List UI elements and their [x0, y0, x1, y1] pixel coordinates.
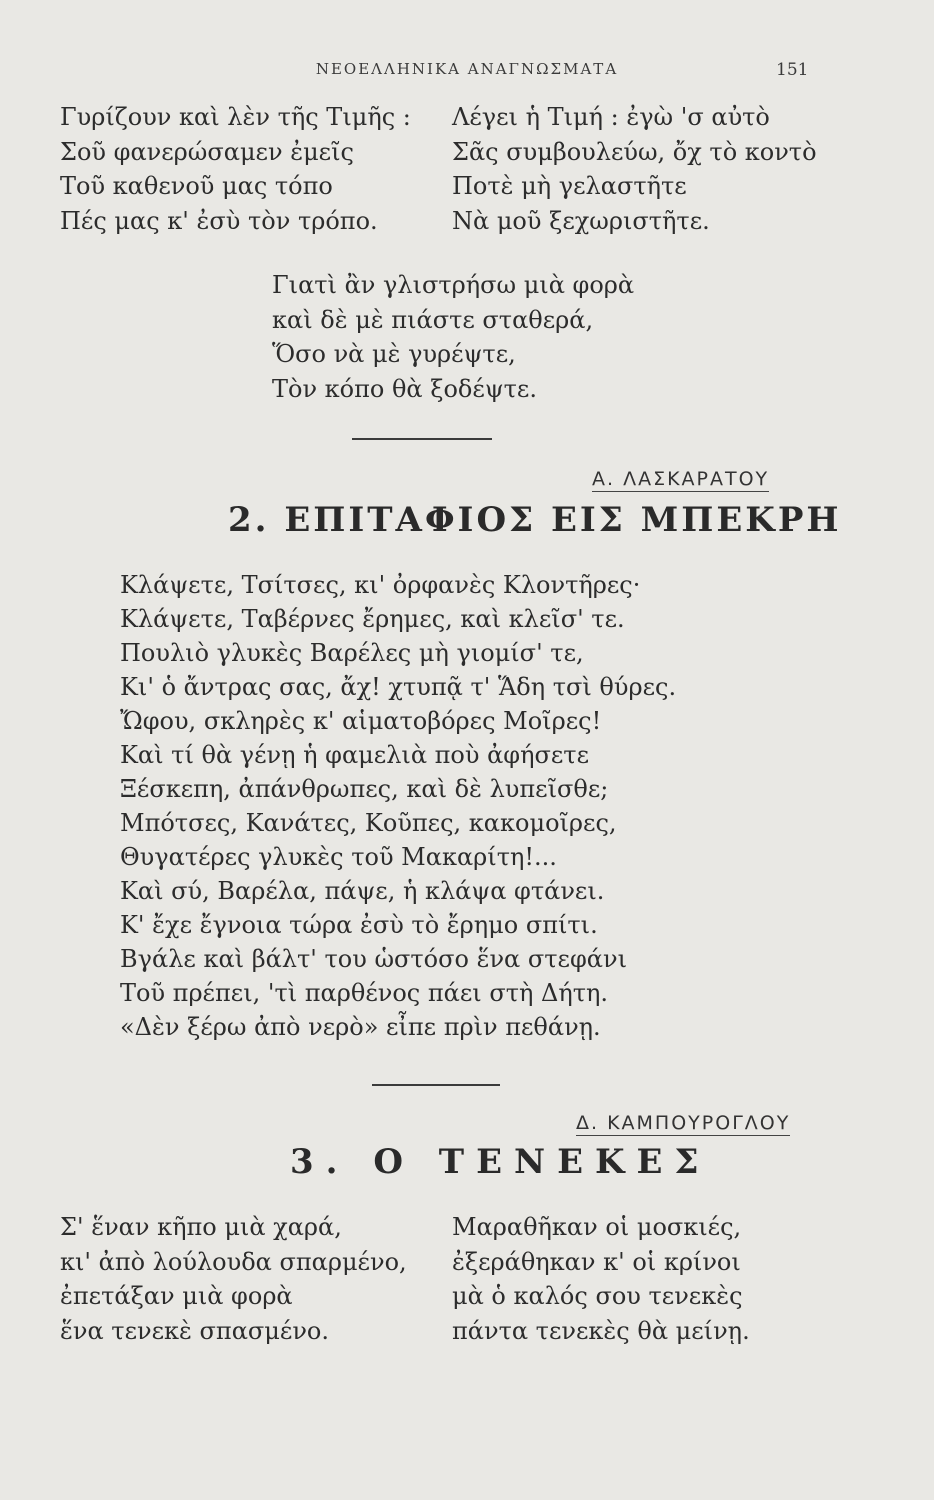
verse-line: Βγάλε καὶ βάλτ' του ὡστόσο ἕνα στεφάνι — [120, 945, 627, 973]
poem2-text — [120, 568, 676, 1044]
author-name: Δ. ΚΑΜΠΟΥΡΟΓΛΟΥ — [576, 1112, 791, 1134]
poem1-left-stanza — [60, 100, 411, 238]
poem2-author — [576, 1112, 790, 1134]
verse-line: καὶ δὲ μὲ πιάστε σταθερά, — [272, 305, 594, 334]
verse-line: κι' ἀπὸ λούλουδα σπαρμένο, — [60, 1247, 407, 1276]
running-header-title: ΝΕΟΕΛΛΗΝΙΚΑ ΑΝΑΓΝΩΣΜΑΤΑ — [315, 60, 619, 78]
poem1-final-stanza — [272, 268, 634, 406]
section-divider — [372, 1084, 500, 1086]
verse-line: ἐξεράθηκαν κ' οἱ κρίνοι — [452, 1247, 741, 1276]
poem1-right-stanza — [452, 100, 817, 238]
verse-line: Λέγει ἡ Τιμή : ἐγὼ 'σ αὐτὸ — [452, 103, 770, 131]
poem3-title: 3. Ο ΤΕΝΕΚΕΣ — [290, 1142, 711, 1182]
verse-line: Σ' ἕναν κῆπο μιὰ χαρά, — [60, 1213, 342, 1241]
poem3-right-stanza — [452, 1210, 750, 1348]
verse-line: Νὰ μοῦ ξεχωριστῆτε. — [452, 206, 710, 235]
verse-line: Τοῦ καθενοῦ μας τόπο — [60, 172, 333, 200]
verse-line: Σοῦ φανερώσαμεν ἐμεῖς — [60, 137, 354, 166]
poem2-title: 2. ΕΠΙΤΑΦΙΟΣ ΕΙΣ ΜΠΕΚΡΗ — [228, 500, 842, 540]
verse-line: Ὅσο νὰ μὲ γυρέψτε, — [272, 340, 516, 368]
verse-line: Γυρίζουν καὶ λὲν τῆς Τιμῆς : — [60, 103, 411, 131]
verse-line: Κλάψετε, Ταβέρνες ἔρημες, καὶ κλεῖσ' τε. — [120, 605, 625, 633]
verse-line: Κι' ὁ ἄντρας σας, ἄχ! χτυπᾷ τ' Ἅδη τσὶ θύρες. — [120, 673, 677, 701]
verse-line: Γιατὶ ἂν γλιστρήσω μιὰ φορὰ — [272, 271, 635, 299]
verse-line: ἐπετάξαν μιὰ φορὰ — [60, 1282, 293, 1310]
verse-line: Κλάψετε, Τσίτσες, κι' ὀρφανὲς Κλοντῆρες· — [120, 571, 641, 599]
section-divider — [352, 438, 492, 440]
verse-line: Κ' ἔχε ἔγνοια τώρα ἐσὺ τὸ ἔρημο σπίτι. — [120, 911, 598, 939]
verse-line: Ξέσκεπη, ἀπάνθρωπες, καὶ δὲ λυπεῖσθε; — [120, 775, 609, 803]
author-name: Α. ΛΑΣΚΑΡΑΤΟΥ — [592, 468, 770, 490]
verse-line: «Δὲν ξέρω ἀπὸ νερὸ» εἶπε πρὶν πεθάνῃ. — [120, 1013, 601, 1041]
verse-line: Τὸν κόπο θὰ ξοδέψτε. — [272, 374, 537, 403]
verse-line: Πουλιὸ γλυκὲς Βαρέλες μὴ γιομίσ' τε, — [120, 639, 584, 667]
verse-line: Ὤφου, σκληρὲς κ' αἱματοβόρες Μοῖρες! — [120, 707, 602, 735]
verse-line: Καὶ τί θὰ γένῃ ἡ φαμελιὰ ποὺ ἀφήσετε — [120, 741, 590, 769]
poem1-author — [592, 468, 769, 490]
verse-line: Μαραθῆκαν οἱ μοσκιές, — [452, 1213, 742, 1241]
verse-line: πάντα τενεκὲς θὰ μείνῃ. — [452, 1316, 750, 1345]
verse-line: Ποτὲ μὴ γελαστῆτε — [452, 172, 687, 200]
page-number: 151 — [776, 60, 809, 80]
verse-line: Σᾶς συμβουλεύω, ὄχ τὸ κοντὸ — [452, 137, 817, 166]
verse-line: Θυγατέρες γλυκὲς τοῦ Μακαρίτη!... — [120, 843, 557, 871]
verse-line: Πές μας κ' ἐσὺ τὸν τρόπο. — [60, 206, 378, 235]
verse-line: Καὶ σύ, Βαρέλα, πάψε, ἡ κλάψα φτάνει. — [120, 877, 605, 905]
verse-line: Μπότσες, Κανάτες, Κοῦπες, κακομοῖρες, — [120, 809, 617, 837]
verse-line: μὰ ὁ καλός σου τενεκὲς — [452, 1282, 743, 1310]
verse-line: Τοῦ πρέπει, 'τὶ παρθένος πάει στὴ Δήτη. — [120, 979, 608, 1007]
verse-line: ἕνα τενεκὲ σπασμένο. — [60, 1316, 329, 1345]
poem3-left-stanza — [60, 1210, 407, 1348]
